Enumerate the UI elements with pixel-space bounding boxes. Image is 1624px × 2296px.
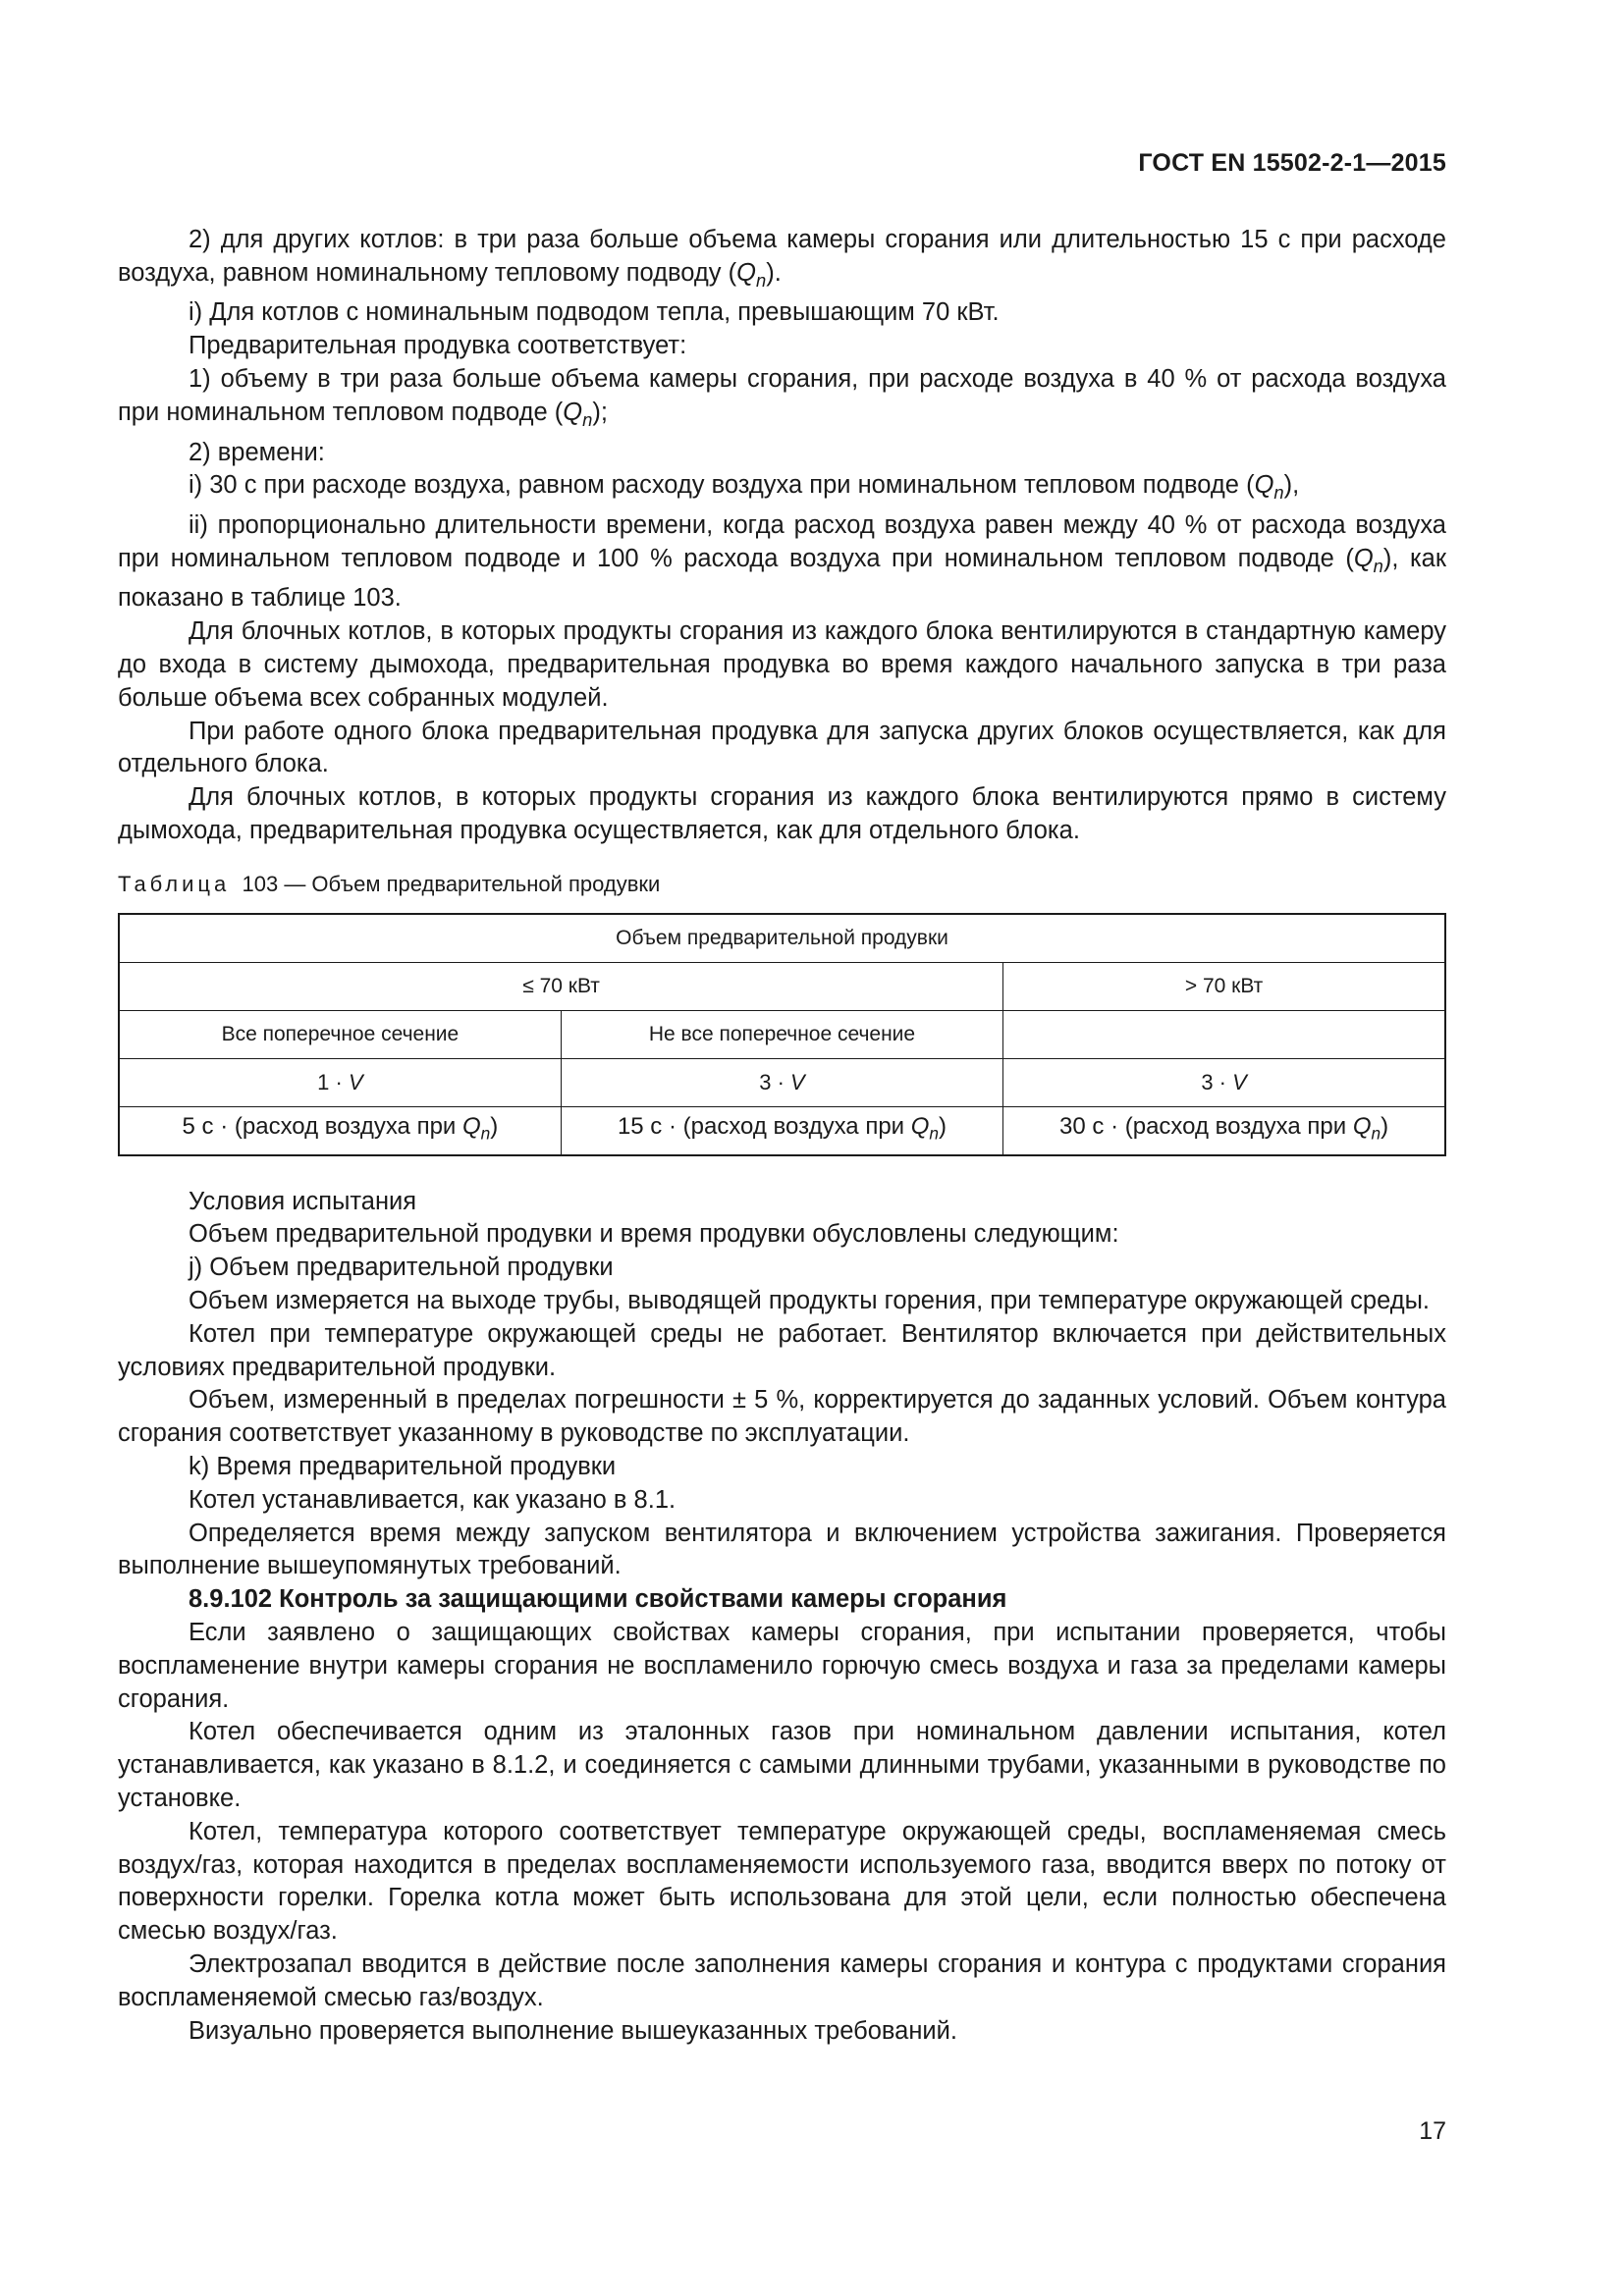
paragraph — [118, 469, 1446, 509]
column-all-section: Все поперечное сечение — [119, 1010, 561, 1058]
formula-q: Q — [563, 398, 583, 426]
text: 1 · — [317, 1069, 349, 1095]
table-header: Объем предварительной продувки — [119, 914, 1445, 963]
volume-var: V — [1232, 1069, 1247, 1095]
paragraph: Для блочных котлов, в которых продукты сгорания из каждого блока вентилируются в стандартную камеру до входа в систему дымохода, предварительная продувка во время каждого начального запуска в три раза больше объема всех собранных модулей. — [118, 617, 1446, 712]
text: i) 30 с при расходе воздуха, равном расходу воздуха при номинальном тепловом подводе ( — [189, 471, 1255, 500]
text: 3 · — [759, 1069, 791, 1095]
text: ), — [1283, 471, 1300, 500]
subscript-n: n — [480, 1123, 491, 1144]
page-number: 17 — [1419, 2117, 1446, 2145]
table-caption-word: Таблица — [118, 871, 231, 896]
text: 5 с · (расход воздуха при — [182, 1112, 462, 1140]
column-group-le70: ≤ 70 кВт — [119, 962, 1003, 1010]
table-caption — [118, 868, 1446, 901]
text: ) — [939, 1112, 947, 1140]
paragraph — [118, 224, 1446, 296]
formula-q: Q — [910, 1112, 930, 1140]
paragraph: Определяется время между запуском вентилятора и включением устройства зажигания. Проверяется выполнение вышеупомянутых требований. — [118, 1519, 1446, 1580]
text: ), как показано в таблице 103. — [118, 544, 1446, 613]
subscript-n: n — [1373, 555, 1383, 576]
document-code: ГОСТ EN 15502-2-1—2015 — [1138, 149, 1446, 177]
table-cell-time — [561, 1106, 1002, 1155]
column-group-gt70: > 70 кВт — [1003, 962, 1445, 1010]
text: 2) для других котлов: в три раза больше объема камеры сгорания или длительностью 15 с при расходе воздуха, равном номинальному тепловому подводу ( — [118, 226, 1446, 287]
paragraph: Электрозапал вводится в действие после заполнения камеры сгорания и контура с продуктами сгорания воспламеняемой смесью газ/воздух. — [118, 1949, 1446, 2011]
formula-q: Q — [1254, 471, 1274, 500]
paragraph: Объем измеряется на выходе трубы, выводящей продукты горения, при температуре окружающей среды. — [189, 1287, 1431, 1315]
paragraph: Котел, температура которого соответствует температуре окружающей среды, воспламеняемая смесь воздух/газ, которая находится в пределах воспламеняемости используемого газа, вводится вверх по потоку от поверхности горелки. Горелка котла может быть использована для этой цели, если полностью обеспечена смесью воздух/газ. — [118, 1817, 1446, 1946]
paragraph: Котел обеспечивается одним из эталонных газов при номинальном давлении испытания, котел устанавливается, как указано в 8.1.2, и соединяется с самыми длинными трубами, указанными в руководстве по установке. — [118, 1718, 1446, 1812]
subscript-n: n — [582, 408, 593, 430]
paragraph: Котел устанавливается, как указано в 8.1. — [189, 1485, 677, 1514]
table-cell-volume — [561, 1058, 1002, 1106]
paragraph: Объем предварительной продувки и время продувки обусловлены следующим: — [189, 1220, 1119, 1249]
section-heading: 8.9.102 Контроль за защищающими свойствами камеры сгорания — [189, 1585, 1007, 1614]
formula-q: Q — [736, 258, 756, 287]
paragraph: Для блочных котлов, в которых продукты сгорания из каждого блока вентилируются прямо в систему дымохода, предварительная продувка осуществляется, как для отдельного блока. — [118, 783, 1446, 845]
paragraph: Котел при температуре окружающей среды не работает. Вентилятор включается при действительных условиях предварительной продувки. — [118, 1319, 1446, 1381]
table-cell-time — [119, 1106, 561, 1155]
paragraph: При работе одного блока предварительная продувка для запуска других блоков осуществляется, как для отдельного блока. — [118, 717, 1446, 778]
paragraph: i) Для котлов с номинальным подводом тепла, превышающим 70 кВт. — [189, 298, 1000, 327]
paragraph: j) Объем предварительной продувки — [189, 1254, 614, 1282]
subscript-n: n — [1371, 1123, 1381, 1144]
text: ii) пропорционально длительности времени, когда расход воздуха равен между 40 % от расхода воздуха при номинальном тепловом подводе и 100 % расхода воздуха при номинальном тепловом подводе ( — [118, 511, 1446, 572]
purge-volume-table — [118, 913, 1446, 1156]
column-empty — [1003, 1010, 1445, 1058]
paragraph: Объем, измеренный в пределах погрешности ± 5 %, корректируется до заданных условий. Объем контура сгорания соответствует указанному в руководстве по эксплуатации. — [118, 1386, 1446, 1448]
paragraph: 2) времени: — [189, 438, 325, 466]
formula-q: Q — [1352, 1112, 1372, 1140]
subscript-n: n — [1273, 482, 1284, 504]
paragraph — [118, 509, 1446, 615]
table-cell-volume — [1003, 1058, 1445, 1106]
text: 30 с · (расход воздуха при — [1059, 1112, 1353, 1140]
formula-q: Q — [1353, 544, 1374, 572]
paragraph: Если заявлено о защищающих свойствах камеры сгорания, при испытании проверяется, чтобы воспламенение внутри камеры сгорания не воспламенило горючую смесь воздуха и газа за пределами камеры сгорания. — [118, 1619, 1446, 1713]
text: 15 с · (расход воздуха при — [617, 1112, 911, 1140]
column-not-all-section: Не все поперечное сечение — [561, 1010, 1002, 1058]
formula-q: Q — [462, 1112, 481, 1140]
volume-var: V — [348, 1069, 363, 1095]
body-text — [118, 224, 1446, 2048]
table-cell-time — [1003, 1106, 1445, 1155]
paragraph: Визуально проверяется выполнение вышеуказанных требований. — [189, 2016, 957, 2045]
paragraph: k) Время предварительной продувки — [189, 1453, 617, 1481]
paragraph — [118, 363, 1446, 436]
text: ) — [1380, 1112, 1389, 1140]
text: ); — [592, 398, 608, 426]
subscript-n: n — [929, 1123, 940, 1144]
table-caption-title: 103 — Объем предварительной продувки — [242, 871, 661, 896]
table-cell-volume — [119, 1058, 561, 1106]
text: ) — [490, 1112, 499, 1140]
paragraph: Предварительная продувка соответствует: — [189, 332, 687, 360]
text: 3 · — [1201, 1069, 1233, 1095]
volume-var: V — [790, 1069, 805, 1095]
subscript-n: n — [755, 269, 767, 291]
text: 1) объему в три раза больше объема камеры сгорания, при расходе воздуха в 40 % от расхода воздуха при номинальном тепловом подводе ( — [118, 365, 1446, 426]
text: ). — [766, 258, 782, 287]
paragraph: Условия испытания — [189, 1187, 417, 1215]
